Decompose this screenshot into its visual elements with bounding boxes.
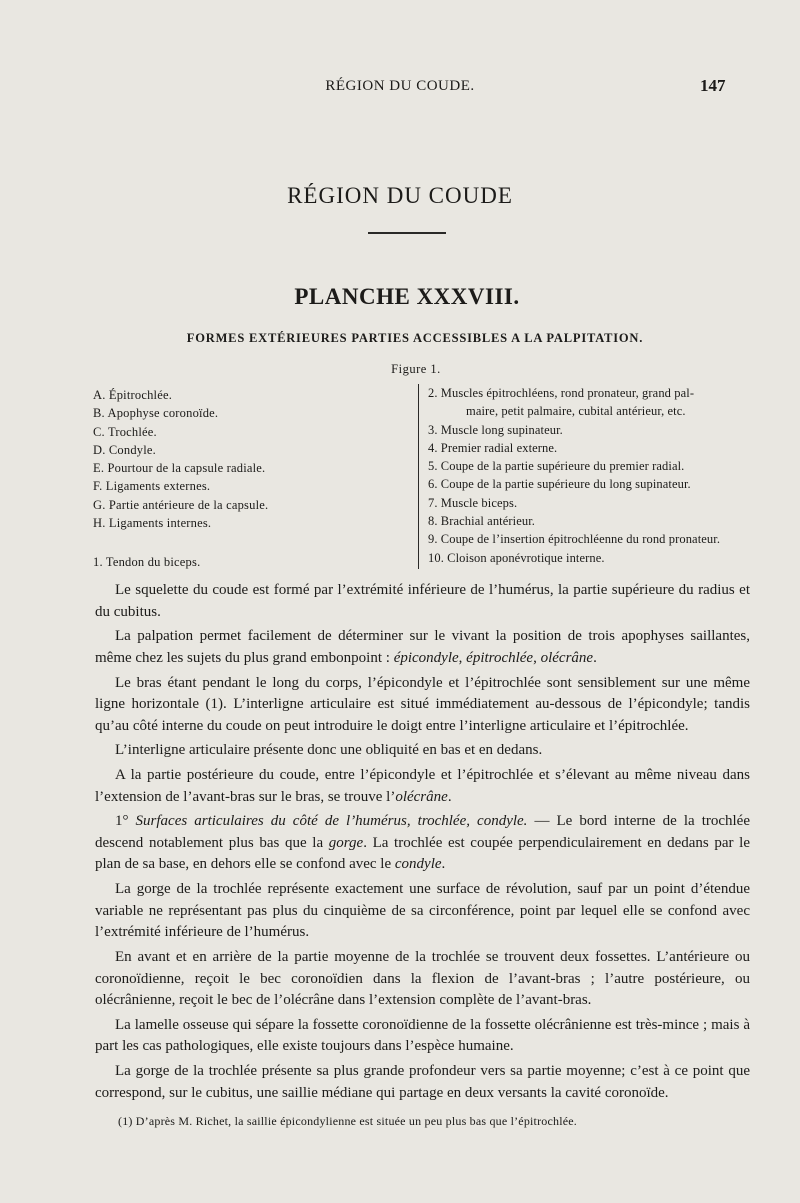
legend-item-tendon: 1. Tendon du biceps. bbox=[93, 555, 201, 569]
plate-title: PLANCHE XXXVIII. bbox=[294, 284, 520, 309]
legend-item: 8. Brachial antérieur. bbox=[428, 514, 536, 529]
legend-item: 2. Muscles épitrochléens, rond pronateur, grand pal- bbox=[428, 386, 695, 400]
paragraph: Le bras étant pendant le long du corps, l’épicondyle et l’épitrochlée sont sensiblement sur une même ligne horizontale (1). L’interligne articulaire est situé immédiatement au-dessous de l’épicondyle; tandis qu’au côté interne du coude on peut introduire le doigt entre l’interligne articulaire et l’épitrochlée. bbox=[95, 674, 750, 734]
running-title: RÉGION DU COUDE. bbox=[325, 78, 475, 94]
legend-letters bbox=[93, 386, 413, 569]
section-number: 1° bbox=[115, 813, 136, 830]
legend-divider bbox=[418, 384, 419, 569]
paragraph bbox=[95, 765, 750, 808]
paragraph: En avant et en arrière de la partie moyenne de la trochlée se trouvent deux fossettes. L’antérieure ou coronoïdienne, reçoit le bec coronoïdien dans la flexion de l’avant-bras ; l’autre postérieure, ou olécrânienne, reçoit le bec de l’olécrâne dans l’extension complète de l’avant-bras. bbox=[95, 949, 750, 1009]
plate-subtitle: FORMES EXTÉRIEURES PARTIES ACCESSIBLES A LA PALPITATION. bbox=[186, 331, 644, 345]
text-run: . bbox=[447, 788, 452, 805]
term-condyle: condyle bbox=[394, 856, 442, 873]
legend-item: D. Condyle. bbox=[93, 442, 156, 457]
term-olecrane: olécrâne bbox=[540, 649, 594, 666]
text-run: , bbox=[458, 649, 467, 666]
legend-item: C. Trochlée. bbox=[93, 424, 157, 439]
paragraph bbox=[95, 626, 750, 669]
text-run: . bbox=[593, 649, 597, 666]
title-divider bbox=[368, 232, 446, 234]
section-heading: Surfaces articulaires du côté de l’humérus, trochlée, condyle. bbox=[135, 813, 528, 830]
page-number: 147 bbox=[700, 76, 726, 95]
paragraph: La gorge de la trochlée présente sa plus grande profondeur vers sa partie moyenne; c’est à ce point que correspond, sur le cubitus, une saillie médiane qui partage en deux versants la cavité coronoïde. bbox=[95, 1063, 750, 1101]
legend-item: 6. Coupe de la partie supérieure du long supinateur. bbox=[428, 477, 691, 492]
legend-numbers bbox=[428, 384, 748, 567]
body-text bbox=[95, 580, 750, 1107]
text-run: A la partie postérieure du coude, entre l’épicondyle et l’épitrochlée et s’élevant au même niveau dans l’extension de l’avant-bras sur le bras, se trouve l’ bbox=[95, 767, 750, 805]
term-gorge: gorge bbox=[328, 834, 364, 851]
legend-item-continuation: maire, petit palmaire, cubital antérieur, etc. bbox=[466, 404, 686, 419]
legend-item: G. Partie antérieure de la capsule. bbox=[93, 497, 269, 512]
legend-item: H. Ligaments internes. bbox=[93, 516, 212, 531]
term-epicondyle: épicondyle bbox=[393, 649, 459, 666]
legend-item: 5. Coupe de la partie supérieure du premier radial. bbox=[428, 459, 685, 474]
legend-item: E. Pourtour de la capsule radiale. bbox=[93, 461, 266, 476]
paragraph: La lamelle osseuse qui sépare la fossette coronoïdienne de la fossette olécrânienne est très-mince ; mais à part les cas pathologiques, elle existe toujours dans l’espèce humaine. bbox=[95, 1016, 750, 1055]
legend-item: 10. Cloison aponévrotique interne. bbox=[428, 550, 605, 565]
text-run: . La trochlée est coupée perpendiculairement en dedans par le plan de sa base, en dehors elle se confond avec le bbox=[95, 834, 750, 873]
paragraph bbox=[95, 811, 750, 876]
paragraph: L’interligne articulaire présente donc une obliquité en bas et en dedans. bbox=[115, 742, 543, 759]
text-run: La palpation permet facilement de déterminer sur le vivant la position de trois apophyses saillantes, même chez les sujets du plus grand embonpoint : bbox=[95, 628, 750, 666]
legend-item: 9. Coupe de l’insertion épitrochléenne du rond pronateur. bbox=[428, 532, 721, 547]
footnote: (1) D’après M. Richet, la saillie épicondylienne est située un peu plus bas que l’épitrochlée. bbox=[118, 1114, 577, 1128]
term-epitrochlee: épitrochlée bbox=[466, 649, 534, 666]
running-head bbox=[0, 76, 800, 98]
legend-item: 4. Premier radial externe. bbox=[428, 440, 558, 455]
term-olecrane: olécrâne bbox=[395, 788, 448, 805]
paragraph: Le squelette du coude est formé par l’extrémité inférieure de l’humérus, la partie supérieure du radius et du cubitus. bbox=[95, 582, 750, 620]
legend-item: F. Ligaments externes. bbox=[93, 479, 211, 494]
legend-item: A. Épitrochlée. bbox=[93, 388, 173, 402]
page-title: RÉGION DU COUDE bbox=[287, 183, 513, 208]
legend-item: B. Apophyse coronoïde. bbox=[93, 406, 219, 421]
paragraph: La gorge de la trochlée représente exactement une surface de révolution, sauf par un point d’étendue variable ne représentant pas plus du cinquième de sa circonférence, point par lequel elle se confond avec l’extrémité inférieure de l’humérus. bbox=[95, 881, 750, 941]
legend-item: 3. Muscle long supinateur. bbox=[428, 422, 563, 437]
legend-item: 7. Muscle biceps. bbox=[428, 495, 518, 510]
text-run: . bbox=[441, 856, 446, 873]
text-run: — Le bord interne de la trochlée descend notablement plus bas que la bbox=[95, 813, 750, 851]
figure-label: Figure 1. bbox=[391, 362, 441, 376]
text-run: , bbox=[533, 649, 541, 666]
